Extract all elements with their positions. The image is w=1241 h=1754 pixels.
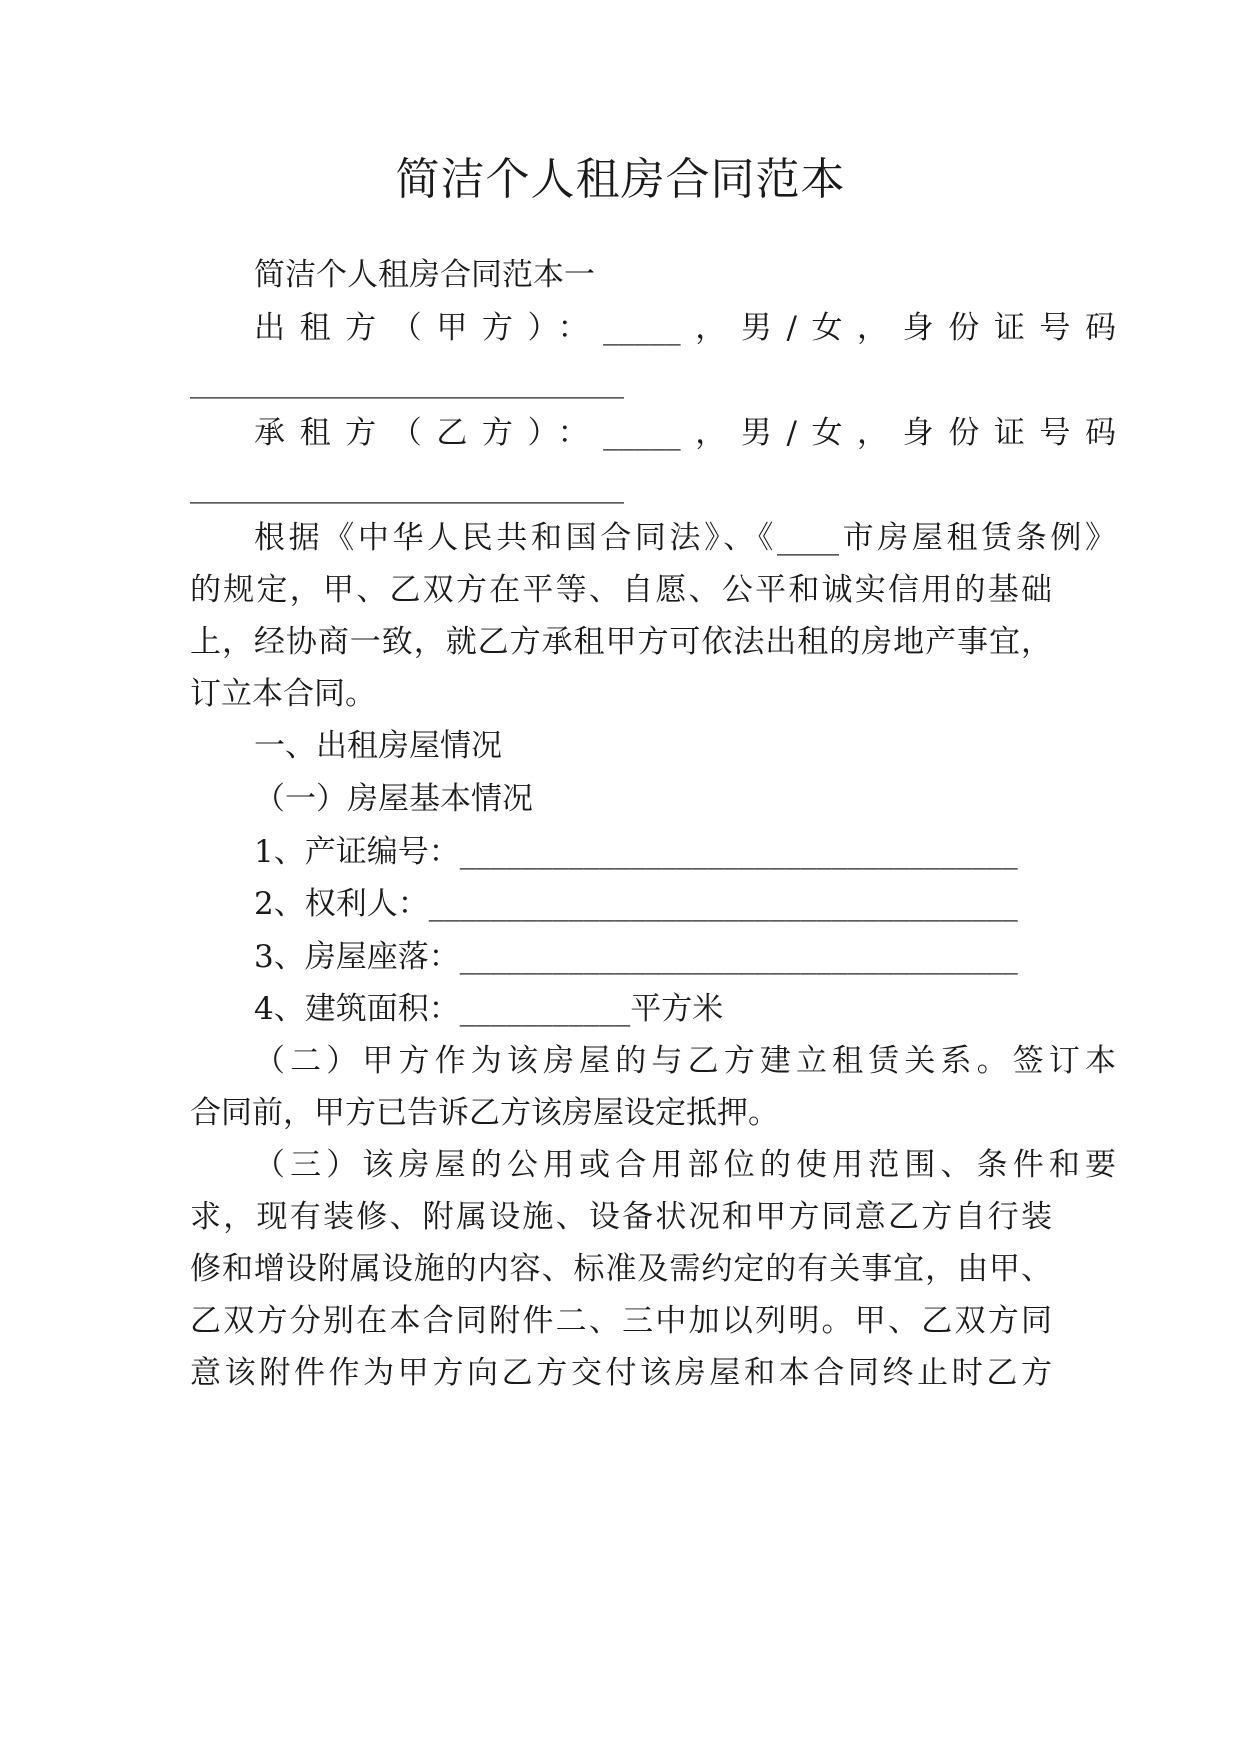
document-title: 简洁个人租房合同范本 <box>395 154 846 205</box>
lessor-line: 出租方（甲方）：_____，男/女，身份证号码 <box>254 310 1116 346</box>
paragraph-line: 意该附件作为甲方向乙方交付该房屋和本合同终止时乙方 <box>190 1355 1052 1391</box>
subsection-heading: （一）房屋基本情况 <box>254 781 533 817</box>
paragraph-line: 求，现有装修、附属设施、设备状况和甲方同意乙方自行装 <box>190 1199 1052 1235</box>
paragraph-line: 修和增设附属设施的内容、标准及需约定的有关事宜，由甲、 <box>190 1251 1052 1287</box>
lessee-id-blank: ____________________________ <box>190 468 624 504</box>
paragraph-line: 合同前，甲方已告诉乙方该房屋设定抵押。 <box>190 1095 779 1131</box>
lessor-id-blank: ____________________________ <box>190 363 624 399</box>
paragraph-line: 乙双方分别在本合同附件二、三中加以列明。甲、乙双方同 <box>190 1303 1052 1339</box>
field-floor-area: 4、建筑面积：___________平方米 <box>254 991 724 1027</box>
field-location: 3、房屋座落：____________________________________ <box>254 939 1018 975</box>
paragraph-line: 根据《中华人民共和国合同法》、《____市房屋租赁条例》 <box>254 520 1116 556</box>
paragraph-line: （三）该房屋的公用或合用部位的使用范围、条件和要 <box>254 1147 1116 1183</box>
field-certificate-number: 1、产证编号：____________________________________ <box>254 834 1018 870</box>
field-rights-holder: 2、权利人：______________________________________ <box>254 886 1018 922</box>
paragraph-line: （二）甲方作为该房屋的与乙方建立租赁关系。签订本 <box>254 1043 1116 1079</box>
paragraph-line: 的规定，甲、乙双方在平等、自愿、公平和诚实信用的基础 <box>190 572 1052 608</box>
section-heading: 一、出租房屋情况 <box>254 728 502 764</box>
paragraph-line: 订立本合同。 <box>190 676 376 712</box>
subtitle-line: 简洁个人租房合同范本一 <box>254 257 595 293</box>
paragraph-line: 上，经协商一致，就乙方承租甲方可依法出租的房地产事宜， <box>190 624 1052 660</box>
lessee-line: 承租方（乙方）：_____，男/女，身份证号码 <box>254 415 1116 451</box>
